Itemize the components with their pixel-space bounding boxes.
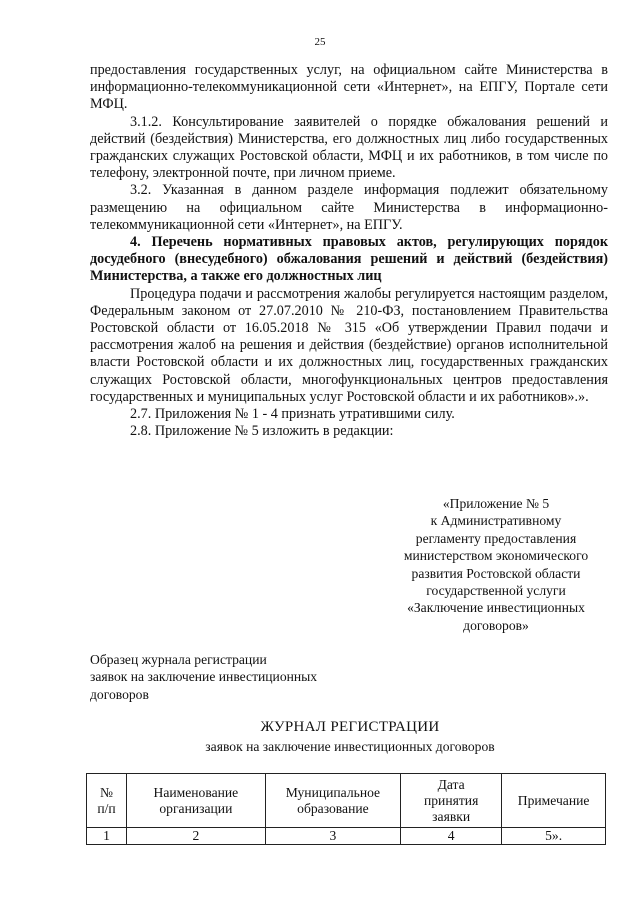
- sample-line: Образец журнала регистрации: [90, 652, 267, 667]
- appendix-line: министерством экономического: [403, 548, 589, 564]
- table-header-cell: [87, 774, 127, 828]
- header-text: заявки: [432, 808, 471, 824]
- header-text: Наименование: [153, 784, 239, 800]
- header-text: образование: [297, 800, 369, 816]
- header-text: №: [100, 784, 113, 800]
- appendix-line: регламенту предоставления: [415, 530, 577, 546]
- header-text: Муниципальное: [285, 784, 381, 800]
- page-number: 25: [314, 36, 326, 48]
- sample-caption: [90, 651, 370, 703]
- table-cell: 5».: [502, 828, 606, 845]
- table-header-cell: [502, 774, 606, 828]
- paragraph-5: Процедура подачи и рассмотрения жалобы регулируется настоящим разделом, Федеральным законом от 27.07.2010 № 210-ФЗ, постановлением Правительства Ростовской области от 16.05.2018 № 315 «Об утверждении Правил подачи и рассмотрения жалоб на решения и действия (бездействие) органов исполнительной власти Ростовской области и их должностных лиц, государственных гражданских служащих Ростовской области, многофункциональных центров предоставления государственных и муниципальных услуг Ростовской области и их работников».».: [90, 285, 608, 405]
- appendix-line: «Заключение инвестиционных: [407, 600, 585, 616]
- header-text: Примечание: [517, 792, 590, 808]
- appendix-line: «Приложение № 5: [442, 496, 550, 511]
- appendix-line: к Административному: [430, 513, 562, 529]
- appendix-caption: [392, 495, 600, 634]
- appendix-line: развития Ростовской области: [411, 565, 581, 581]
- appendix-line: государственной услуги: [426, 583, 566, 599]
- paragraph-1: предоставления государственных услуг, на официальном сайте Министерства в информационно-телекоммуникационной сети «Интернет», на ЕПГУ, Портале сети МФЦ.: [90, 62, 608, 113]
- header-text: принятия: [423, 792, 479, 808]
- table-cell: 3: [265, 828, 400, 845]
- paragraph-7: 2.8. Приложение № 5 изложить в редакции:: [130, 423, 394, 440]
- body-text: [90, 62, 608, 440]
- header-text: организации: [159, 800, 233, 816]
- sample-line: договоров: [90, 686, 149, 702]
- table-cell: 2: [126, 828, 265, 845]
- table-header-cell: [126, 774, 265, 828]
- appendix-line: договоров»: [463, 617, 529, 633]
- journal-subtitle: заявок на заключение инвестиционных договоров: [205, 739, 495, 754]
- paragraph-3: 3.2. Указанная в данном разделе информация подлежит обязательному размещению на официальном сайте Министерства в информационно-телекоммуникационной сети «Интернет», на ЕПГУ.: [90, 182, 608, 233]
- sample-line: заявок на заключение инвестиционных: [90, 669, 318, 685]
- table-row: [87, 828, 606, 845]
- header-text: Дата: [437, 776, 465, 792]
- table-header-row: [87, 774, 606, 828]
- paragraph-2: 3.1.2. Консультирование заявителей о порядке обжалования решений и действий (бездействия) Министерства, его должностных лиц либо государственных гражданских служащих Ростовской области, МФЦ и их работников, в том числе по телефону, электронной почте, при личном приеме.: [90, 113, 608, 182]
- table-header-cell: [401, 774, 502, 828]
- table-cell: 4: [401, 828, 502, 845]
- journal-table: [86, 773, 606, 845]
- table-header-cell: [265, 774, 400, 828]
- paragraph-6: 2.7. Приложения № 1 - 4 признать утратившими силу.: [130, 406, 455, 423]
- journal-title: ЖУРНАЛ РЕГИСТРАЦИИ: [260, 719, 440, 735]
- section-heading: 4. Перечень нормативных правовых актов, регулирующих порядок досудебного (внесудебного) обжалования решений и действий (бездействия) Министерства, а также его должностных лиц: [90, 234, 608, 285]
- header-text: п/п: [97, 800, 116, 816]
- table-cell: 1: [87, 828, 127, 845]
